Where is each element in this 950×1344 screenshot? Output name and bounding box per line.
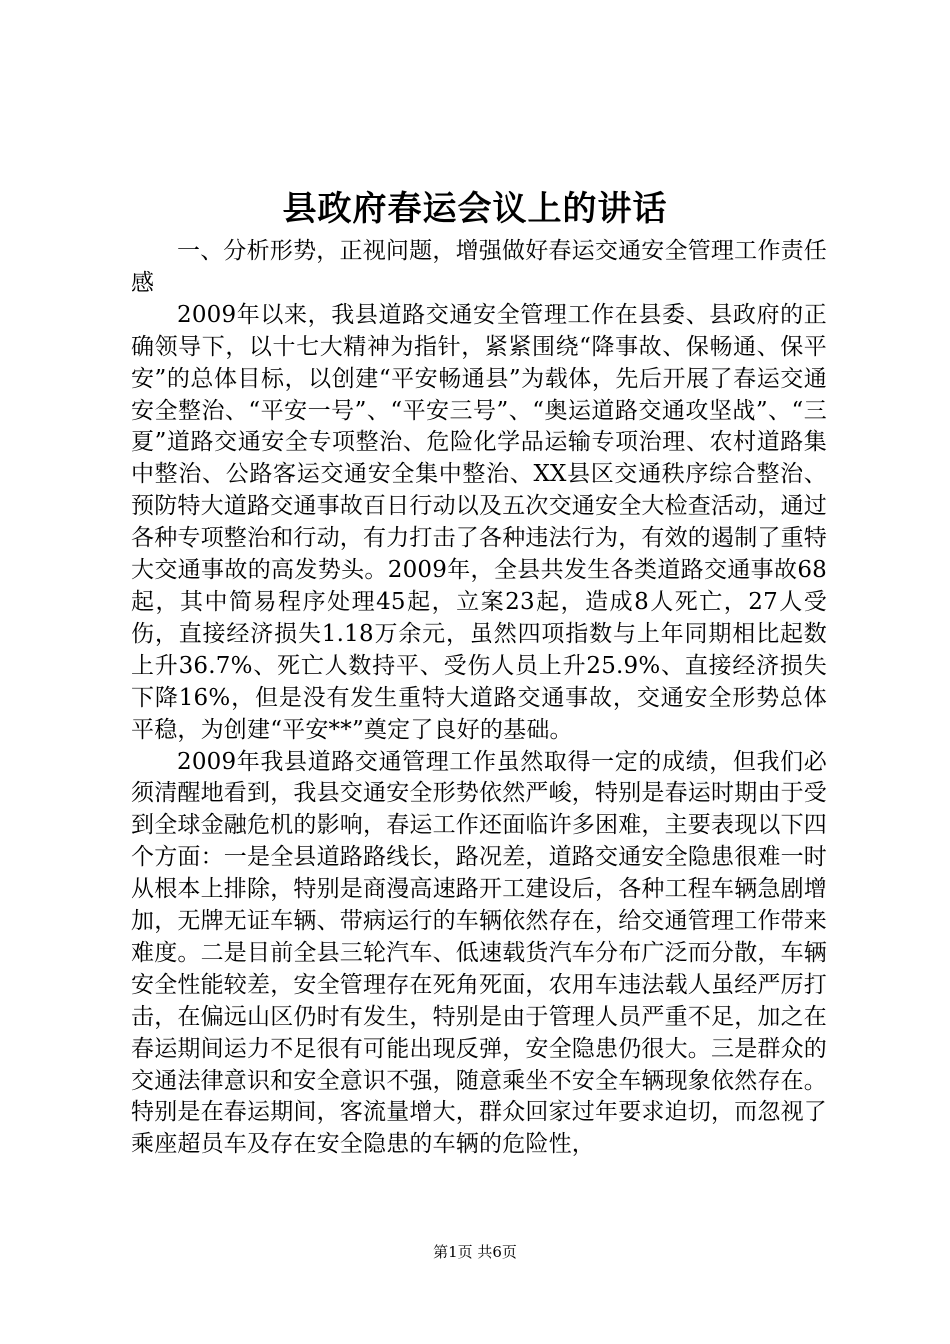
body-paragraph: 2009年我县道路交通管理工作虽然取得一定的成绩，但我们必须清醒地看到，我县交通安全形势依然严峻，特别是春运时期由于受到全球金融危机的影响，春运工作还面临许多困难，主要表现以下四个方面：一是全县道路路线长，路况差，道路交通安全隐患很难一时从根本上排除，特别是商漫高速路开工建设后，各种工程车辆急剧增加，无牌无证车辆、带病运行的车辆依然存在，给交通管理工作带来难度。二是目前全县三轮汽车、低速载货汽车分布广泛而分散，车辆安全性能较差，安全管理存在死角死面，农用车违法载人虽经严厉打击，在偏远山区仍时有发生，特别是由于管理人员严重不足，加之在春运期间运力不足很有可能出现反弹，安全隐患仍很大。三是群众的交通法律意识和安全意识不强，随意乘坐不安全车辆现象依然存在。特别是在春运期间，客流量增大，群众回家过年要求迫切，而忽视了乘座超员车及存在安全隐患的车辆的危险性，	[131, 748, 827, 1158]
page-footer: 第1页 共6页	[433, 1243, 517, 1261]
section-heading: 一、分析形势，正视问题，增强做好春运交通安全管理工作责任感	[131, 238, 827, 296]
document-title: 县政府春运会议上的讲话	[282, 189, 668, 229]
body-paragraph: 2009年以来，我县道路交通安全管理工作在县委、县政府的正确领导下，以十七大精神为指针，紧紧围绕“降事故、保畅通、保平安”的总体目标，以创建“平安畅通县”为载体，先后开展了春运交通安全整治、“平安一号”、“平安三号”、“奥运道路交通攻坚战”、“三夏”道路交通安全专项整治、危险化学品运输专项治理、农村道路集中整治、公路客运交通安全集中整治、XX县区交通秩序综合整治、预防特大道路交通事故百日行动以及五次交通安全大检查活动，通过各种专项整治和行动，有力打击了各种违法行为，有效的遏制了重特大交通事故的高发势头。2009年，全县共发生各类道路交通事故68起，其中简易程序处理45起，立案23起，造成8人死亡，27人受伤，直接经济损失1.18万余元，虽然四项指数与上年同期相比起数上升36.7%、死亡人数持平、受伤人员上升25.9%、直接经济损失下降16%，但是没有发生重特大道路交通事故，交通安全形势总体平稳，为创建“平安**”奠定了良好的基础。	[131, 301, 827, 743]
document-body	[131, 236, 827, 1161]
